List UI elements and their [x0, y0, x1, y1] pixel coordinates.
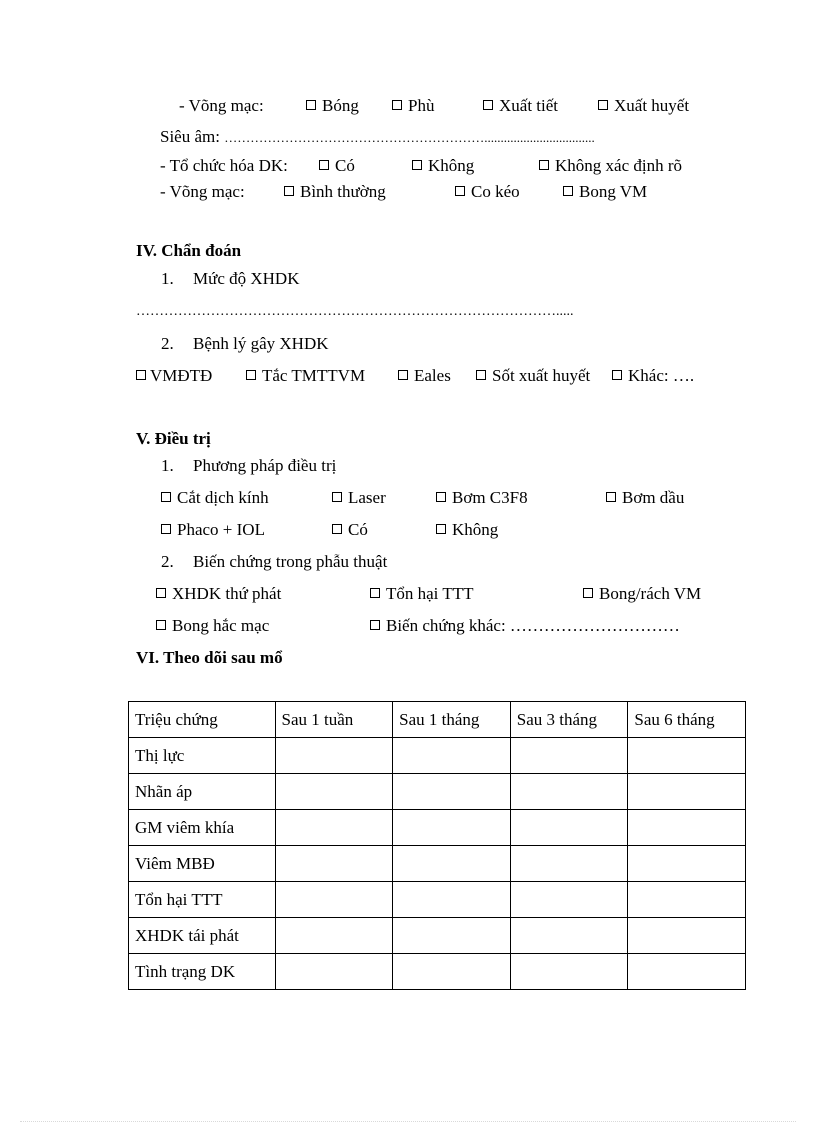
- row-label: Thị lực: [129, 738, 276, 774]
- checkbox-xhdk-thu-phat[interactable]: XHDK thứ phát: [156, 584, 281, 604]
- table-cell[interactable]: [275, 810, 393, 846]
- table-row: [129, 882, 746, 918]
- item-v-1-num: 1.: [161, 456, 174, 475]
- table-cell[interactable]: [393, 810, 511, 846]
- checkbox-icon[interactable]: [436, 492, 446, 502]
- checkbox-tac-tmttvm[interactable]: Tắc TMTTVM: [246, 366, 365, 386]
- section-v-title: V. Điều trị: [136, 429, 211, 448]
- checkbox-icon[interactable]: [412, 160, 422, 170]
- checkbox-icon[interactable]: [319, 160, 329, 170]
- table-row: [129, 738, 746, 774]
- row-label: Nhãn áp: [129, 774, 276, 810]
- checkbox-bong-hac-mac[interactable]: Bong hắc mạc: [156, 616, 269, 636]
- checkbox-khong-xac-dinh[interactable]: Không xác định rõ: [539, 156, 682, 176]
- table-cell[interactable]: [275, 846, 393, 882]
- table-cell[interactable]: [510, 774, 628, 810]
- table-cell[interactable]: [628, 918, 746, 954]
- item-iv-1-label: Mức độ XHDK: [193, 269, 300, 288]
- checkbox-icon[interactable]: [332, 524, 342, 534]
- table-header-cell: Sau 3 tháng: [510, 702, 628, 738]
- table-cell[interactable]: [393, 846, 511, 882]
- table-row: [129, 846, 746, 882]
- checkbox-icon[interactable]: [606, 492, 616, 502]
- table-row: [129, 810, 746, 846]
- table-header-cell: Sau 1 tuần: [275, 702, 393, 738]
- table-cell[interactable]: [510, 918, 628, 954]
- table-cell[interactable]: [510, 738, 628, 774]
- table-cell[interactable]: [510, 954, 628, 990]
- table-row: [129, 954, 746, 990]
- page-bottom-border: [20, 1121, 796, 1122]
- table-header-cell: Sau 6 tháng: [628, 702, 746, 738]
- vong-mac-label: - Võng mạc:: [179, 96, 264, 115]
- sieu-am-dots[interactable]: ……………………………………………………..................................: [224, 130, 595, 145]
- row-label: Tình trạng DK: [129, 954, 276, 990]
- checkbox-icon[interactable]: [306, 100, 316, 110]
- checkbox-khong[interactable]: Không: [412, 156, 474, 176]
- table-cell[interactable]: [393, 918, 511, 954]
- row-label: XHDK tái phát: [129, 918, 276, 954]
- checkbox-icon[interactable]: [161, 524, 171, 534]
- checkbox-laser[interactable]: Laser: [332, 488, 386, 508]
- table-header-row: [129, 702, 746, 738]
- table-row: [129, 918, 746, 954]
- section-iv-title: IV. Chẩn đoán: [136, 241, 242, 260]
- checkbox-ton-hai-ttt[interactable]: Tổn hại TTT: [370, 584, 474, 604]
- table-row: [129, 774, 746, 810]
- checkbox-icon[interactable]: [583, 588, 593, 598]
- sieu-am-label: Siêu âm:: [160, 127, 220, 146]
- checkbox-icon[interactable]: [246, 370, 256, 380]
- checkbox-eales[interactable]: Eales: [398, 366, 451, 386]
- checkbox-bien-chung-khac[interactable]: Biến chứng khác: …………………………: [370, 616, 680, 636]
- section-vi-title: VI. Theo dõi sau mổ: [136, 648, 283, 667]
- checkbox-bom-dau[interactable]: Bơm dầu: [606, 488, 684, 508]
- table-cell[interactable]: [275, 738, 393, 774]
- sieu-am-line: [160, 127, 595, 148]
- table-cell[interactable]: [275, 774, 393, 810]
- row-label: Tổn hại TTT: [129, 882, 276, 918]
- table-cell[interactable]: [275, 882, 393, 918]
- table-cell[interactable]: [393, 774, 511, 810]
- row-label: GM viêm khía: [129, 810, 276, 846]
- table-cell[interactable]: [393, 738, 511, 774]
- checkbox-icon[interactable]: [476, 370, 486, 380]
- checkbox-icon[interactable]: [332, 492, 342, 502]
- checkbox-icon[interactable]: [563, 186, 573, 196]
- to-chuc-hoa-label: - Tổ chức hóa DK:: [160, 156, 288, 175]
- table-cell[interactable]: [510, 846, 628, 882]
- item-v-2-num: 2.: [161, 552, 174, 571]
- checkbox-icon[interactable]: [156, 588, 166, 598]
- table-cell[interactable]: [510, 810, 628, 846]
- checkbox-co-keo[interactable]: Co kéo: [455, 182, 520, 202]
- checkbox-xuat-huyet[interactable]: Xuất huyết: [598, 96, 689, 116]
- checkbox-icon[interactable]: [455, 186, 465, 196]
- checkbox-icon[interactable]: [539, 160, 549, 170]
- table-header-cell: Triệu chứng: [129, 702, 276, 738]
- checkbox-khac[interactable]: Khác: ….: [612, 366, 694, 386]
- row-label: Viêm MBĐ: [129, 846, 276, 882]
- table-cell[interactable]: [510, 882, 628, 918]
- checkbox-phaco-khong[interactable]: Không: [436, 520, 498, 540]
- checkbox-sot-xuat-huyet[interactable]: Sốt xuất huyết: [476, 366, 590, 386]
- checkbox-icon[interactable]: [156, 620, 166, 630]
- checkbox-bong-rach-vm[interactable]: Bong/rách VM: [583, 584, 701, 604]
- checkbox-icon[interactable]: [598, 100, 608, 110]
- table-cell[interactable]: [628, 774, 746, 810]
- checkbox-co[interactable]: Có: [319, 156, 355, 176]
- checkbox-icon[interactable]: [284, 186, 294, 196]
- checkbox-icon[interactable]: [436, 524, 446, 534]
- table-header-cell: Sau 1 tháng: [393, 702, 511, 738]
- table-cell[interactable]: [628, 954, 746, 990]
- table-cell[interactable]: [275, 954, 393, 990]
- table-cell[interactable]: [628, 738, 746, 774]
- checkbox-icon[interactable]: [612, 370, 622, 380]
- table-cell[interactable]: [393, 882, 511, 918]
- checkbox-cat-dich-kinh[interactable]: Cắt dịch kính: [161, 488, 269, 508]
- checkbox-icon[interactable]: [483, 100, 493, 110]
- checkbox-bom-c3f8[interactable]: Bơm C3F8: [436, 488, 528, 508]
- diagnosis-dots-line[interactable]: ……………………………………………………………………………….....: [136, 304, 574, 319]
- checkbox-phaco-co[interactable]: Có: [332, 520, 368, 540]
- item-iv-2-num: 2.: [161, 334, 174, 353]
- follow-up-table: [128, 701, 746, 990]
- table-cell[interactable]: [628, 882, 746, 918]
- vong-mac-2-label: - Võng mạc:: [160, 182, 245, 201]
- checkbox-icon[interactable]: [398, 370, 408, 380]
- checkbox-binh-thuong[interactable]: Bình thường: [284, 182, 386, 202]
- checkbox-icon[interactable]: [370, 588, 380, 598]
- checkbox-bong[interactable]: Bóng: [306, 96, 359, 116]
- item-v-1-label: Phương pháp điều trị: [193, 456, 337, 475]
- checkbox-icon[interactable]: [161, 492, 171, 502]
- checkbox-icon[interactable]: [392, 100, 402, 110]
- table-cell[interactable]: [628, 810, 746, 846]
- checkbox-xuat-tiet[interactable]: Xuất tiết: [483, 96, 558, 116]
- table-cell[interactable]: [393, 954, 511, 990]
- checkbox-icon[interactable]: [370, 620, 380, 630]
- table-cell[interactable]: [275, 918, 393, 954]
- item-iv-1-num: 1.: [161, 269, 174, 288]
- checkbox-phu[interactable]: Phù: [392, 96, 434, 116]
- item-v-2-label: Biến chứng trong phẫu thuật: [193, 552, 388, 571]
- checkbox-phaco-iol[interactable]: Phaco + IOL: [161, 520, 265, 540]
- table-cell[interactable]: [628, 846, 746, 882]
- checkbox-icon[interactable]: [136, 370, 146, 380]
- checkbox-vmdtd[interactable]: VMĐTĐ: [136, 366, 212, 386]
- item-iv-2-label: Bệnh lý gây XHDK: [193, 334, 329, 353]
- checkbox-bong-vm[interactable]: Bong VM: [563, 182, 647, 202]
